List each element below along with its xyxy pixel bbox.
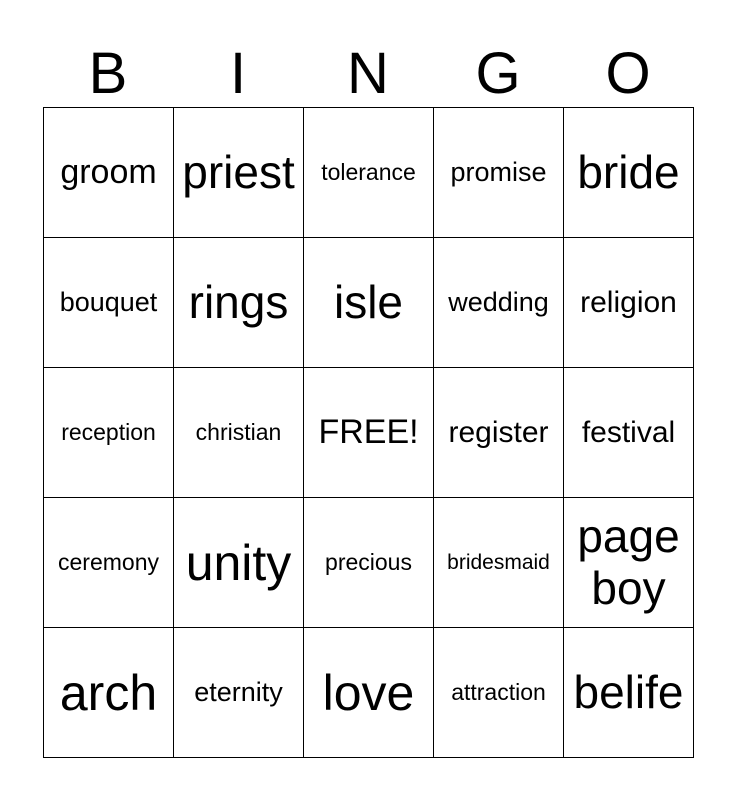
bingo-board <box>43 107 694 758</box>
bingo-cell-bouquet[interactable] <box>44 238 174 368</box>
bingo-cell-unity[interactable] <box>174 498 304 628</box>
cell-text: wedding <box>448 287 549 318</box>
bingo-cell-attraction[interactable] <box>434 628 564 758</box>
bingo-cell-page-boy[interactable] <box>564 498 694 628</box>
cell-text: unity <box>185 534 292 591</box>
bingo-cell-priest[interactable] <box>174 108 304 238</box>
bingo-cell-love[interactable] <box>304 628 434 758</box>
cell-text: register <box>448 415 549 449</box>
bingo-cell-register[interactable] <box>434 368 564 498</box>
cell-text: love <box>322 664 415 721</box>
cell-text: belife <box>573 665 684 718</box>
cell-text: tolerance <box>321 158 416 185</box>
bingo-cell-wedding[interactable] <box>434 238 564 368</box>
cell-text: eternity <box>194 677 283 708</box>
header-letter-g: G <box>475 41 521 106</box>
cell-text: ceremony <box>58 548 159 575</box>
bingo-cell-isle[interactable] <box>304 238 434 368</box>
bingo-cell-tolerance[interactable] <box>304 108 434 238</box>
cell-text: attraction <box>451 678 546 705</box>
cell-text: rings <box>188 275 289 328</box>
cell-text: isle <box>333 275 404 328</box>
bingo-cell-bride[interactable] <box>564 108 694 238</box>
cell-text: promise <box>450 157 547 188</box>
bingo-cell-christian[interactable] <box>174 368 304 498</box>
header-letter-b: B <box>88 41 128 106</box>
header-letter-n: N <box>347 41 389 106</box>
cell-text: religion <box>580 285 677 319</box>
cell-text: reception <box>61 418 156 445</box>
cell-text: christian <box>195 418 282 445</box>
cell-text: bride <box>577 145 680 198</box>
bingo-cell-bridesmaid[interactable] <box>434 498 564 628</box>
bingo-cell-ceremony[interactable] <box>44 498 174 628</box>
bingo-cell-festival[interactable] <box>564 368 694 498</box>
cell-text: bridesmaid <box>447 550 550 574</box>
bingo-cell-belife[interactable] <box>564 628 694 758</box>
cell-text: page boy <box>577 509 680 614</box>
bingo-header <box>43 40 693 108</box>
cell-text: FREE! <box>318 413 419 452</box>
bingo-cell-groom[interactable] <box>44 108 174 238</box>
cell-text: bouquet <box>59 287 158 318</box>
bingo-cell-rings[interactable] <box>174 238 304 368</box>
cell-text: festival <box>581 415 676 449</box>
bingo-cell-promise[interactable] <box>434 108 564 238</box>
bingo-cell-precious[interactable] <box>304 498 434 628</box>
cell-text: priest <box>182 145 295 198</box>
bingo-cell-free[interactable] <box>304 368 434 498</box>
bingo-cell-eternity[interactable] <box>174 628 304 758</box>
cell-text: precious <box>325 548 412 575</box>
cell-text: arch <box>59 664 158 721</box>
bingo-cell-reception[interactable] <box>44 368 174 498</box>
header-letter-o: O <box>605 41 651 106</box>
bingo-cell-arch[interactable] <box>44 628 174 758</box>
bingo-cell-religion[interactable] <box>564 238 694 368</box>
header-letter-i: I <box>229 41 247 106</box>
cell-text: groom <box>60 153 157 192</box>
